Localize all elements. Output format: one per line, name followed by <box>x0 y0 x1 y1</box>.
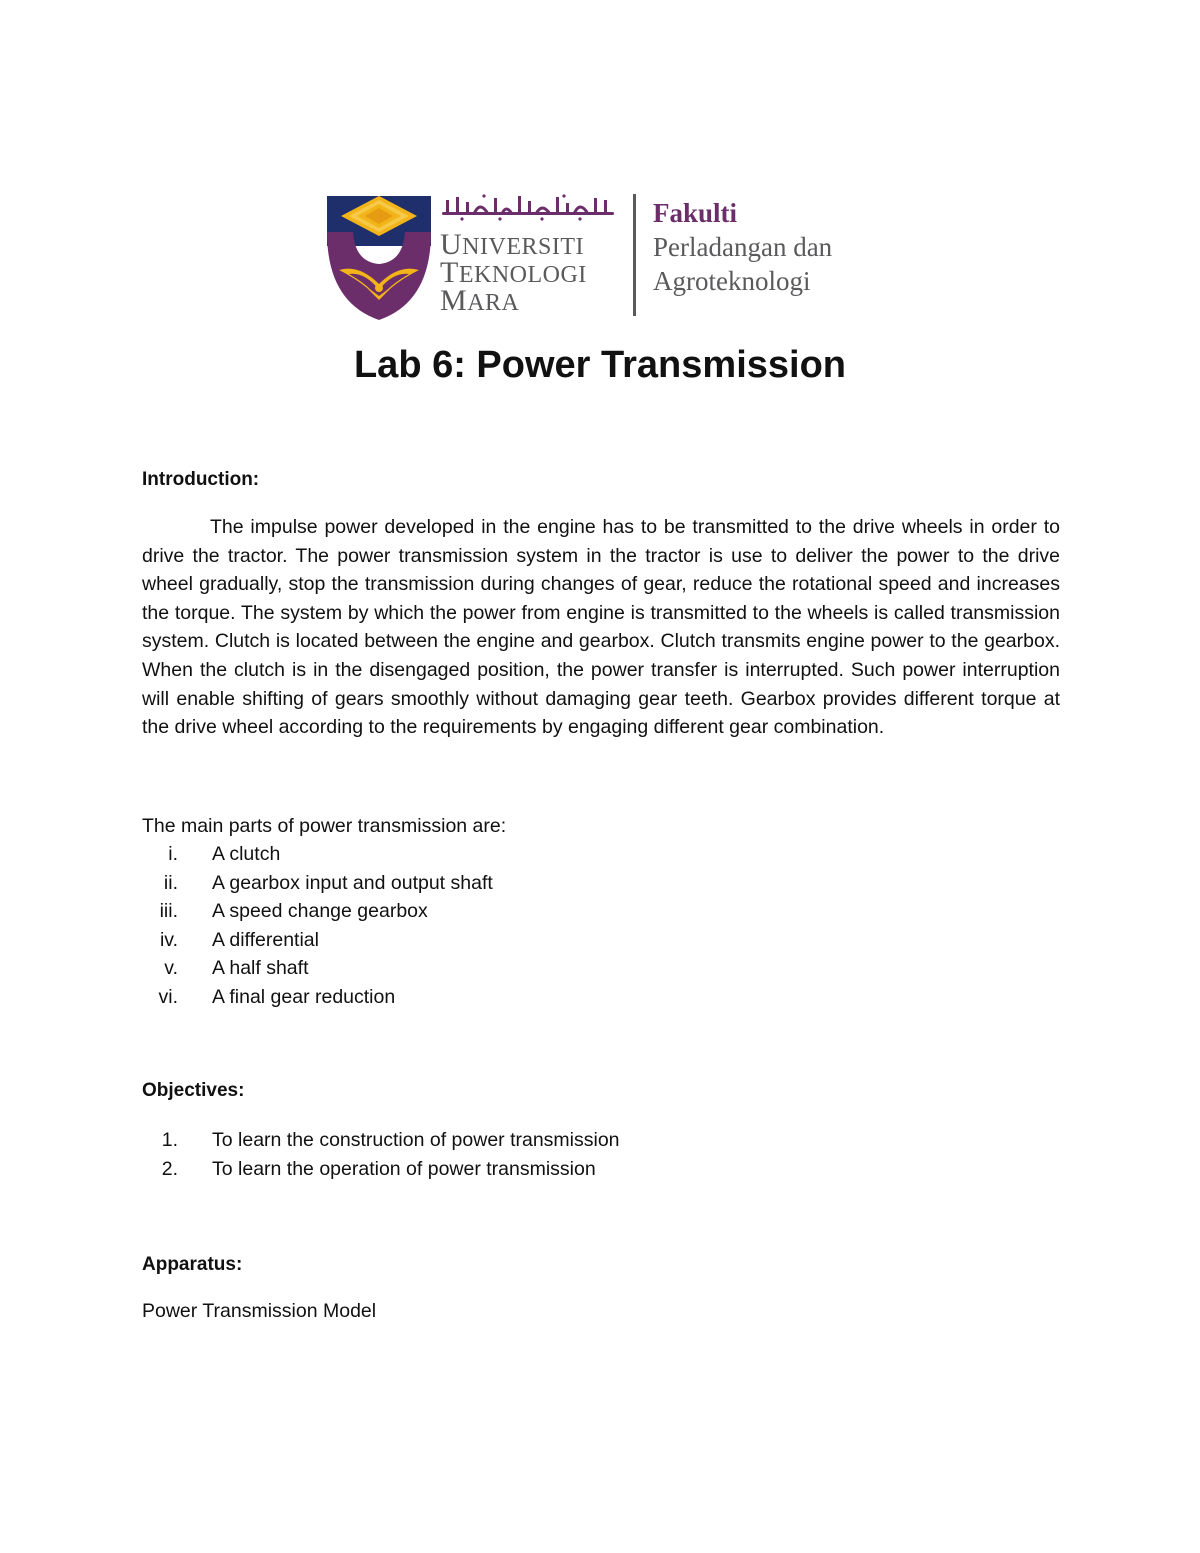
introduction-paragraph: The impulse power developed in the engine has to be transmitted to the drive wheels in order to drive the tractor. The power transmission system in the tractor is use to deliver the power to the drive wheel gradually, stop the transmission during changes of gear, reduce the rotational speed and increases the torque. The system by which the power from engine is transmitted to the wheels is called transmission system. Clutch is located between the engine and gearbox. Clutch transmits engine power to the gearbox. When the clutch is in the disengaged position, the power transfer is interrupted. Such power interruption will enable shifting of gears smoothly without damaging gear teeth. Gearbox provides different torque at the drive wheel according to the requirements by engaging different gear combination. <box>142 516 1060 739</box>
university-name-line-2: TEKNOLOGI <box>440 256 587 289</box>
university-wordmark <box>440 192 625 322</box>
apparatus-text: Power Transmission Model <box>142 1300 377 1322</box>
uitm-crest-icon <box>325 192 433 322</box>
faculty-line-3: Agroteknologi <box>653 266 811 296</box>
university-name-line-1: UNIVERSITI <box>440 228 584 261</box>
university-logo <box>325 192 885 322</box>
faculty-line-2: Perladangan dan <box>653 232 833 262</box>
university-name-line-3: MARA <box>440 284 520 317</box>
parts-lead-text: The main parts of power transmission are: <box>142 815 507 837</box>
faculty-line-1: Fakulti <box>653 198 738 228</box>
logo-divider <box>633 194 636 316</box>
apparatus-heading: Apparatus: <box>142 1254 243 1275</box>
jawi-script-icon <box>440 194 618 224</box>
page-title: Lab 6: Power Transmission <box>353 344 847 386</box>
objectives-heading: Objectives: <box>142 1080 245 1101</box>
faculty-name <box>653 196 832 298</box>
introduction-heading: Introduction: <box>142 469 260 490</box>
